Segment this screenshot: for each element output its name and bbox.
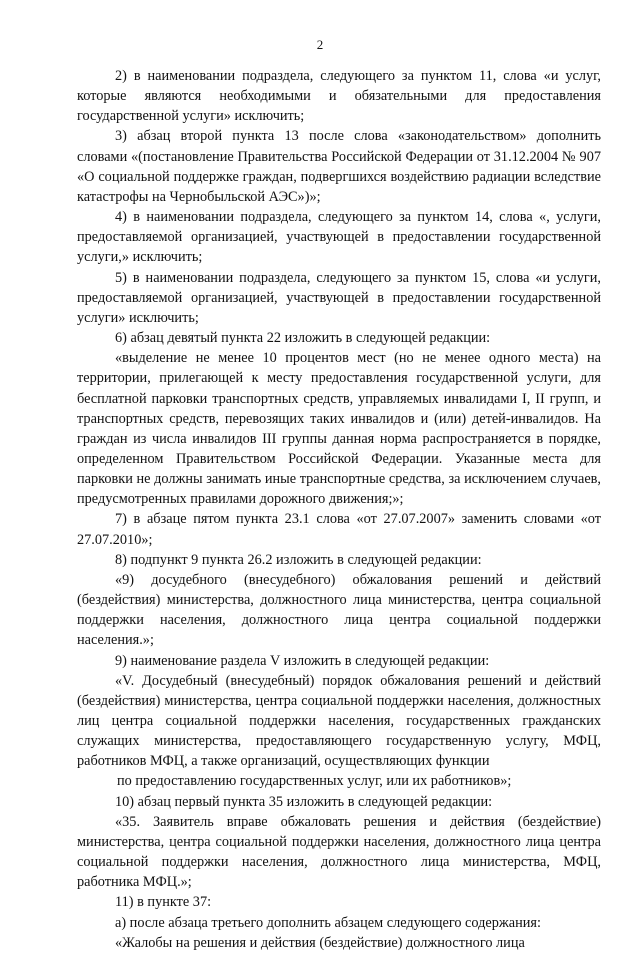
- quoted-parking-text: «выделение не менее 10 процентов мест (но не менее одного места) на территории, прилегающей к месту предоставления государственной услуги, для бесплатной парковки транспортных средств, управляемых инвалидами I, II групп, и транспортных средств, перевозящих таких инвалидов и (или) детей-инвалидов. На граждан из числа инвалидов III группы данная норма распространяется в порядке, определенном Правительством Российской Федерации. Указанные места для парковки не должны занимать иные транспортные средства, за исключением случаев, предусмотренных правилами дорожного движения;»;: [77, 350, 601, 508]
- subitem-a: а) после абзаца третьего дополнить абзацем следующего содержания:: [115, 914, 541, 931]
- quoted-section-v-title: «V. Досудебный (внесудебный) порядок обжалования решений и действий (бездействия) министерства, центра социальной поддержки населения, должностных лиц центра социальной поддержки населения, государственных гражданских служащих министерства, предоставляющего государственную услугу, МФЦ, работников МФЦ, а также организаций, осуществляющих функции: [77, 672, 601, 770]
- paragraph-item-8: 8) подпункт 9 пункта 26.2 изложить в следующей редакции:: [115, 551, 482, 568]
- paragraph-item-2: 2) в наименовании подраздела, следующего за пунктом 11, слова «и услуг, которые являются необходимыми и обязательными для предоставления государственной услуги» исключить;: [77, 68, 601, 125]
- paragraph-item-7: 7) в абзаце пятом пункта 23.1 слова «от 27.07.2007» заменить словами «от 27.07.2010»;: [77, 511, 601, 548]
- paragraph-item-6: 6) абзац девятый пункта 22 изложить в следующей редакции:: [115, 330, 491, 347]
- quoted-subitem-9: «9) досудебного (внесудебного) обжалования решений и действий (бездействия) министерства, должностного лица министерства, центра социальной поддержки населения, должностного лица центра социальной поддержки населения.»;: [77, 571, 601, 649]
- quoted-section-v-title-end: по предоставлению государственных услуг, или их работников»;: [117, 773, 512, 790]
- paragraph-item-4: 4) в наименовании подраздела, следующего за пунктом 14, слова «, услуги, предоставляемой организацией, участвующей в предоставлении государственной услуги,» исключить;: [77, 209, 601, 266]
- paragraph-item-11: 11) в пункте 37:: [115, 894, 212, 911]
- document-body: [77, 66, 601, 953]
- page-number: 2: [316, 37, 324, 52]
- paragraph-item-3: 3) абзац второй пункта 13 после слова «законодательством» дополнить словами «(постановление Правительства Российской Федерации от 31.12.2004 № 907 «О социальной поддержке граждан, подвергшихся воздействию радиации вследствие катастрофы на Чернобыльской АЭС»)»;: [77, 128, 601, 205]
- quoted-point-35: «35. Заявитель вправе обжаловать решения и действия (бездействие) министерства, центра социальной поддержки населения, должностного лица центра социальной поддержки населения, должностного лица министерства, МФЦ, работника МФЦ.»;: [77, 813, 601, 891]
- paragraph-item-10: 10) абзац первый пункта 35 изложить в следующей редакции:: [115, 793, 493, 810]
- quoted-complaints-start: «Жалобы на решения и действия (бездействие) должностного лица: [115, 934, 525, 951]
- paragraph-item-5: 5) в наименовании подраздела, следующего за пунктом 15, слова «и услуги, предоставляемой организацией, участвующей в предоставлении государственной услуги» исключить;: [77, 269, 601, 326]
- paragraph-item-9: 9) наименование раздела V изложить в следующей редакции:: [115, 652, 490, 669]
